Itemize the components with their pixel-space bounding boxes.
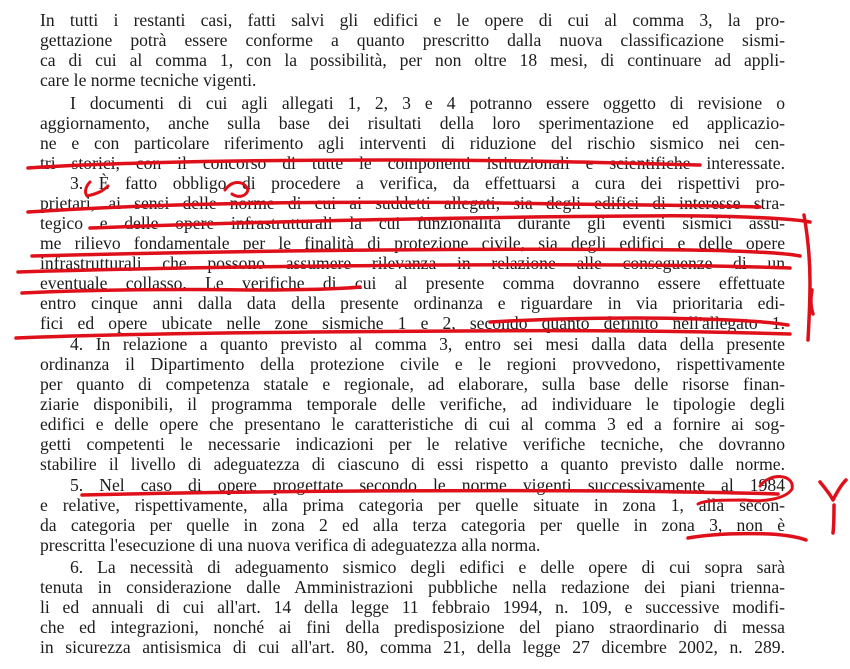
text-line: tenuta in considerazione dalle Amministrazioni pubbliche nella redazione dei piani trienna- xyxy=(40,577,785,597)
text-line: fici ed opere ubicate nelle zone sismiche 1 e 2, secondo quanto definito nell'allegato 1. xyxy=(40,313,785,333)
text-line: che ed integrazioni, nonché ai fini della predisposizione del piano straordinario di messa xyxy=(40,617,785,637)
text-line: li ed annuali di cui all'art. 14 della legge 11 febbraio 1994, n. 109, e successive modifi- xyxy=(40,597,785,617)
text-line: I documenti di cui agli allegati 1, 2, 3 e 4 potranno essere oggetto di revisione o xyxy=(70,93,785,113)
text-line: edifici e delle opere che presentano le caratteristiche di cui al comma 3 ed a fornire ai sog- xyxy=(40,414,785,434)
text-line: e relative, rispettivamente, alla prima categoria per quelle situate in zona 1, alla secon- xyxy=(40,495,785,515)
text-line: care le norme tecniche vigenti. xyxy=(40,70,257,90)
text-line: 3. È fatto obbligo di procedere a verifica, da effettuarsi a cura dei rispettivi pro- xyxy=(70,173,785,193)
text-line: ca di cui al comma 1, con la possibilità, per non oltre 18 mesi, di continuare ad appli- xyxy=(40,50,785,70)
text-line: infrastrutturali che possono assumere rilevanza in relazione alle conseguenze di un xyxy=(40,253,785,273)
text-line: per quanto di competenza statale e regionale, ad elaborare, sulla base delle risorse finan- xyxy=(40,374,785,394)
text-line: entro cinque anni dalla data della presente ordinanza e riguardare in via prioritaria edi- xyxy=(40,293,785,313)
text-line: ne e con particolare riferimento agli interventi di riduzione del rischio sismico nei cen- xyxy=(40,133,785,153)
margin-arrow-mark xyxy=(804,215,813,340)
text-line: 6. La necessità di adeguamento sismico degli edifici e delle opere di cui sopra sarà xyxy=(70,557,785,577)
text-line: ziarie disponibili, il programma temporale delle verifiche, ad individuare le tipologie degli xyxy=(40,394,785,414)
text-line: in sicurezza antisismica di cui all'art. 80, comma 21, della legge 27 dicembre 2002, n. 289. xyxy=(40,637,785,657)
text-line: eventuale collasso. Le verifiche di cui al presente comma dovranno essere effettuate xyxy=(40,273,785,293)
text-line: gettazione potrà essere conforme a quanto prescritto dalla nuova classificazione sismi- xyxy=(40,30,785,50)
text-line: 4. In relazione a quanto previsto al comma 3, entro sei mesi dalla data della presente xyxy=(70,334,785,354)
text-line: me rilievo fondamentale per le finalità di protezione civile, sia degli edifici e delle opere xyxy=(40,233,785,253)
text-line: stabilire il livello di adeguatezza di ciascuno di essi rispetto a quanto previsto dalle norme. xyxy=(40,454,785,474)
text-line: 5. Nel caso di opere progettate secondo le norme vigenti successivamente al 1984 xyxy=(70,475,785,495)
text-line: da categoria per quelle in zona 2 ed alla terza categoria per quelle in zona 3, non è xyxy=(40,515,785,535)
text-line: prescritta l'esecuzione di una nuova verifica di adeguatezza alla norma. xyxy=(40,535,541,555)
margin-bracket-mark xyxy=(820,480,846,533)
text-line: prietari, ai sensi delle norme di cui ai suddetti allegati, sia degli edifici di interesse stra- xyxy=(40,193,785,213)
text-line: In tutti i restanti casi, fatti salvi gli edifici e le opere di cui al comma 3, la pro- xyxy=(40,10,785,30)
text-line: tegico e delle opere infrastrutturali la cui funzionalità durante gli eventi sismici assu- xyxy=(40,213,785,233)
text-line: aggiornamento, anche sulla base dei risultati della loro sperimentazione ed applicazio- xyxy=(40,113,785,133)
text-line: tri storici, con il concorso di tutte le componenti istituzionali e scientifiche interessate. xyxy=(40,153,785,173)
text-line: ordinanza il Dipartimento della protezione civile e le regioni provvedono, rispettivamente xyxy=(40,354,785,374)
text-line: getti competenti le necessarie indicazioni per le relative verifiche tecniche, che dovranno xyxy=(40,434,785,454)
